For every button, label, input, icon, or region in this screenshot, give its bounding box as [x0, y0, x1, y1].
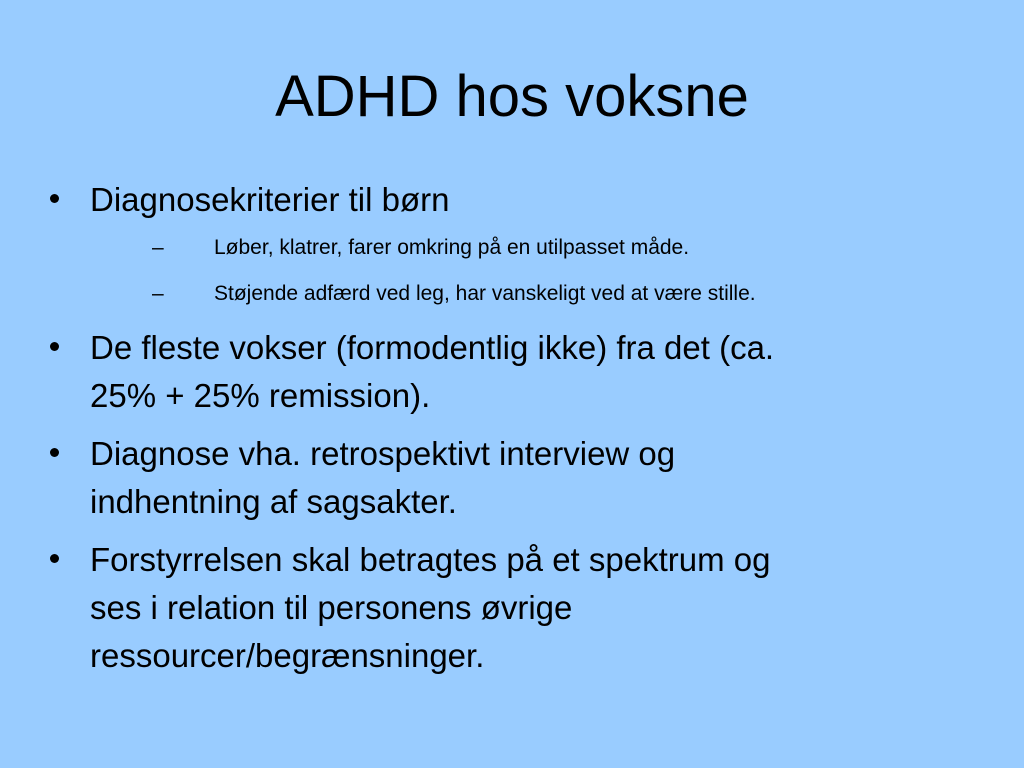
dash-icon: – — [152, 282, 164, 305]
sub-bullet-item — [152, 280, 994, 308]
bullet-text-line: Diagnose vha. retrospektivt interview og — [90, 435, 676, 472]
bullet-text: Diagnosekriterier til børn — [90, 181, 450, 218]
sub-bullet-text: Løber, klatrer, farer omkring på en utilpasset måde. — [214, 236, 690, 259]
bullet-dot-icon — [50, 194, 59, 203]
bullet-text-line: ses i relation til personens øvrige — [90, 589, 573, 626]
bullet-item — [90, 536, 970, 680]
bullet-text-line: indhentning af sagsakter. — [90, 483, 457, 520]
bullet-dot-icon — [50, 554, 59, 563]
slide-title: ADHD hos voksne — [275, 64, 749, 129]
sub-bullet-item — [152, 234, 994, 262]
bullet-text-line: 25% + 25% remission). — [90, 377, 431, 414]
bullet-item — [90, 430, 970, 526]
bullet-item — [90, 324, 970, 420]
sub-bullet-text: Støjende adfærd ved leg, har vanskeligt ved at være stille. — [214, 282, 756, 305]
bullet-item — [90, 176, 970, 224]
bullet-text-line: Forstyrrelsen skal betragtes på et spektrum og — [90, 541, 771, 578]
bullet-text-line: De fleste vokser (formodentlig ikke) fra det (ca. — [90, 329, 775, 366]
bullet-dot-icon — [50, 448, 59, 457]
bullet-dot-icon — [50, 342, 59, 351]
bullet-text-line: ressourcer/begrænsninger. — [90, 637, 485, 674]
dash-icon: – — [152, 236, 164, 259]
